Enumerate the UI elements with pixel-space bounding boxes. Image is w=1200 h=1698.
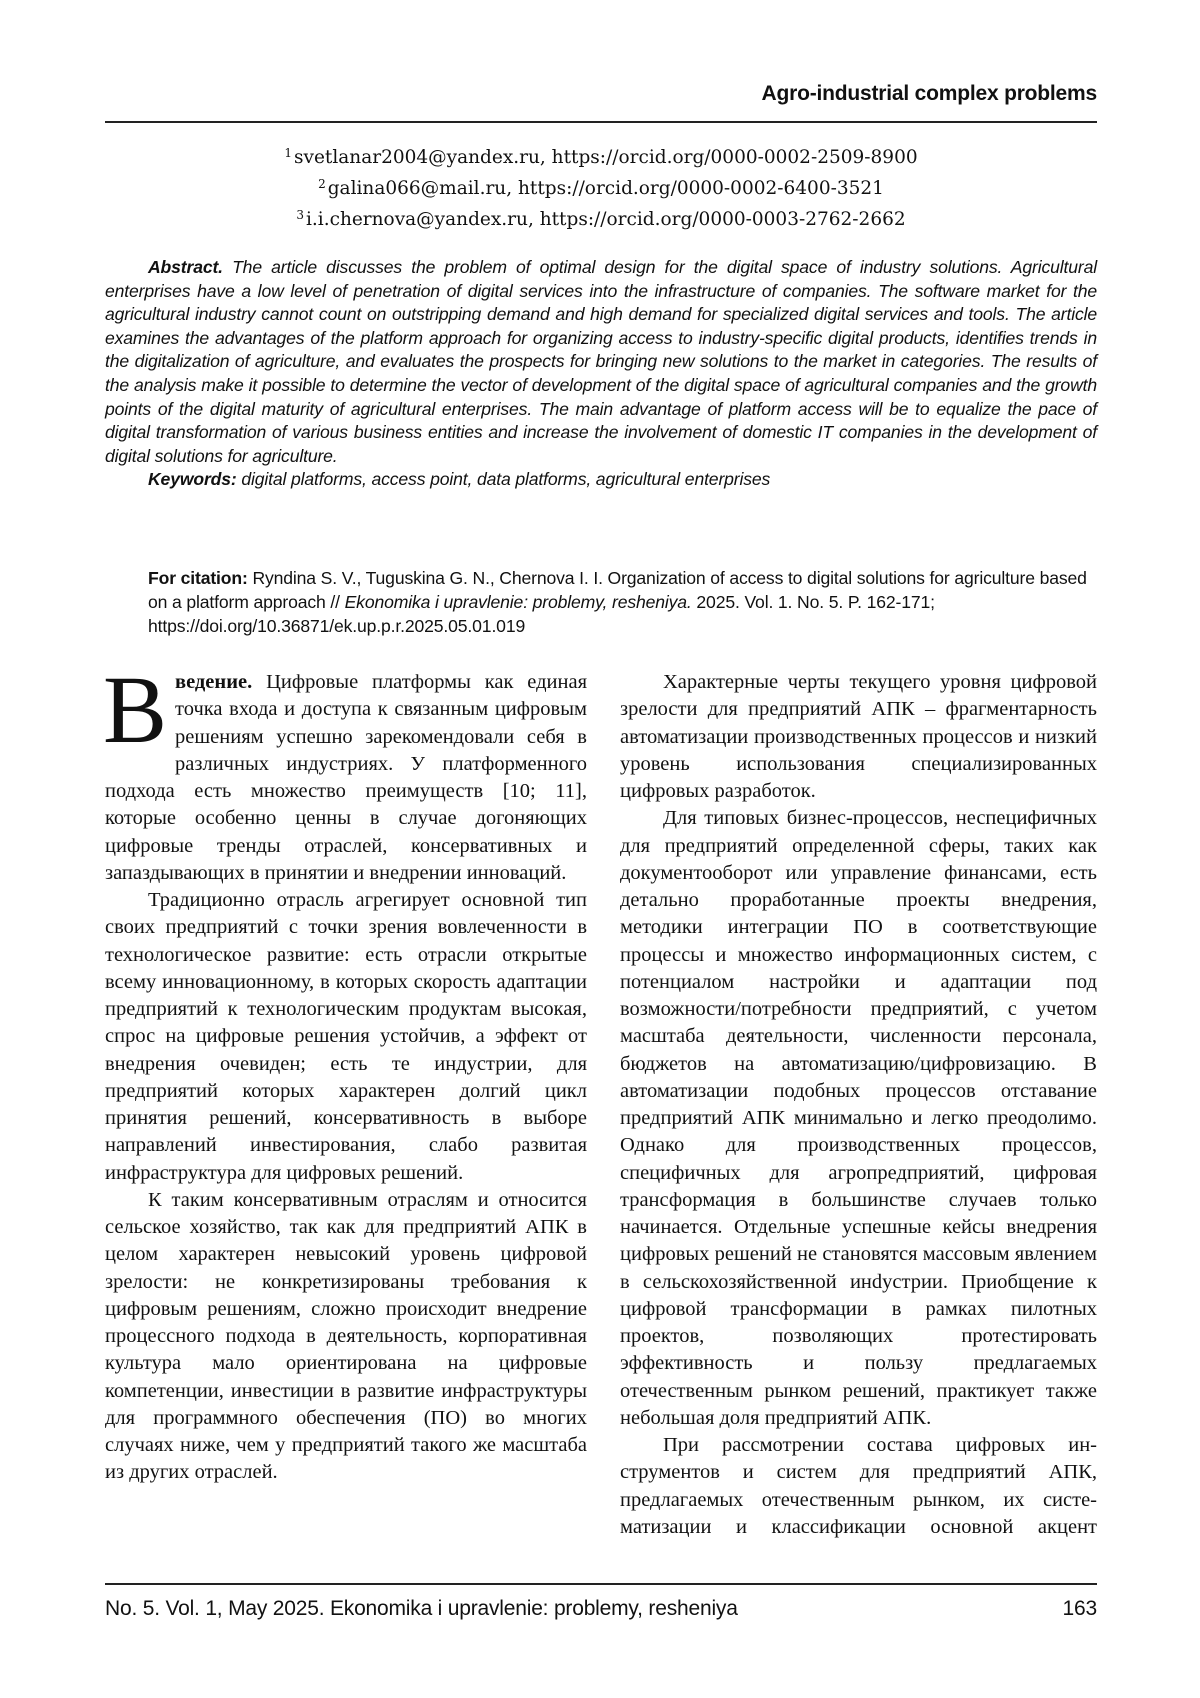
citation-journal: Ekonomika i upravlenie: problemy, resheniya. <box>344 592 692 612</box>
author-contact-text[interactable]: i.i.chernova@yandex.ru, https://orcid.org/0000-0003-2762-2662 <box>305 209 906 230</box>
body-paragraph: Введение. Цифровые платформы как единая точка входа и доступа к связанным цифровым решениям успешно зарекомендовали себя в различных индустриях. У платформенного подхода есть множество преимуществ [10; 11], которые особенно ценны в случае догоняющих цифровые тренды отраслей, консервативных и запаздывающих в принятии и внедрении инноваций. <box>103 656 587 884</box>
page-number: 163 <box>1062 1597 1097 1620</box>
author-contact-text[interactable]: svetlanar2004@yandex.ru, https://orcid.org/0000-0002-2509-8900 <box>294 147 918 168</box>
body-paragraph: К таким консервативным отраслям и относится сельское хозяйство, так как для предприятий АПК в целом характерен невысокий уровень цифровой зрелости: не конкретизированы требования к цифровым решениям, сложно происходит внедрение процессного подхода в деятельность, корпоративная культура мало ориентирована на цифровые компетенции, инвестиции в развитие инфраструктуры для программного обеспечения (ПО) во многих случаях ниже, чем у предприятий такого же масштаба из других отраслей. <box>105 1188 587 1484</box>
body-paragraph: Характерные черты текущего уровня цифровой зрелости для предприятий АПК – фрагментарность автоматизации производственных процессов и низкий уровень использования специализированных цифровых разработок. <box>620 671 1097 802</box>
footer-rule <box>105 1583 1097 1585</box>
keywords-paragraph <box>105 468 1097 492</box>
author-contact-2: $^2$ galina066@mail.ru, https://orcid.org/0000-0002-6400-3521 <box>318 177 884 199</box>
body-paragraph: При рассмотрении состава цифровых инструментов и систем для предприятий АПК, предлагаемых отечественным рынком, их систематизации и классификации основной акцент <box>620 1434 1097 1538</box>
citation-block <box>148 566 1097 638</box>
header-rule <box>105 121 1097 123</box>
author-contacts <box>105 140 1097 233</box>
abstract-block <box>105 256 1097 492</box>
author-contact-3: $^3$ i.i.chernova@yandex.ru, https://orcid.org/0000-0003-2762-2662 <box>296 208 906 230</box>
drop-cap: В <box>103 656 168 763</box>
keywords-text: digital platforms, access point, data platforms, agricultural enterprises <box>236 469 771 490</box>
abstract-label: Abstract. <box>148 257 223 277</box>
body-column-left <box>103 656 587 1487</box>
abstract-paragraph <box>105 256 1097 468</box>
body-column-right <box>620 669 1097 1541</box>
author-contact-text[interactable]: galina066@mail.ru, https://orcid.org/0000-0002-6400-3521 <box>327 178 884 199</box>
keywords-label: Keywords: <box>148 469 237 490</box>
abstract-text: The article discusses the problem of optimal design for the digital space of industry solutions. Agricultural enterprises have a low level of penetration of digital services into the infrastructure of companies. The software market for the agricultural industry cannot count on outstripping demand and high demand for specialized digital services and tools. The article examines the advantages of the platform approach for organizing access to industry-specific digital products, identifies trends in the digitalization of agriculture, and evaluates the prospects for bringing new solutions to the market in categories. The results of the analysis make it possible to determine the vector of development of the digital space of agricultural companies and the growth points of the digital maturity of agricultural enterprises. The main advantage of platform access will be to equalize the pace of digital transformation of various business entities and increase the involvement of domestic IT companies in the development of digital solutions for agriculture. <box>105 257 1097 466</box>
section-lead: ведение. <box>175 671 253 693</box>
citation-label: For citation: <box>148 568 248 588</box>
footer-journal-line: No. 5. Vol. 1, May 2025. Ekonomika i upravlenie: problemy, resheniya <box>105 1597 738 1620</box>
page-footer <box>105 1597 1097 1621</box>
body-paragraph: Для типовых бизнес-процессов, неспецифичных для предприятий определенной сферы, таких как документооборот или управление финансами, есть детально проработанные проекты внедрения, методики интеграции ПО в соответствующие процессы и множество информационных систем, с потенциалом настройки и адаптации под возможности/потребности предприятий, с учетом масштаба деятельности, численности персонала, бюджетов на автоматизацию/цифровизацию. В автоматизации подобных процессов отставание предприятий АПК минимально и легко преодолимо. Однако для производственных процессов, специфичных для агропредприятий, цифровая трансформация в большинстве случаев только начинается. Отдельные успешные кейсы внедрения цифровых решений не становятся массовым явлением в сельскохозяйственной инdустрии. Приобщение к цифровой трансформации в рамках пилотных проектов, позволяющих протестировать эффективность и пользу предлагаемых отечественным рынком решений, практикует также небольшая доля предприятий АПК. <box>620 807 1097 1429</box>
citation-authors-title: Ryndina S. V., Tuguskina G. N., Chernova I. I. Organization of access to digital solutions for agriculture based on a platform approach // <box>148 568 1087 612</box>
citation-details[interactable]: 2025. Vol. 1. No. 5. P. 162-171; https://doi.org/10.36871/ek.up.p.r.2025.05.01.019 <box>148 592 935 636</box>
author-contact-1: $^1$ svetlanar2004@yandex.ru, https://orcid.org/0000-0002-2509-8900 <box>284 146 918 168</box>
running-head: Agro-industrial complex problems <box>761 82 1097 105</box>
body-paragraph: Традиционно отрасль агрегирует основной тип своих предприятий с точки зрения вовлеченности в технологическое развитие: есть отрасли открытые всему инновационному, в которых скорость адаптации предприятий к технологическим продуктам высокая, спрос на цифровые решения устойчив, а эффект от внедрения очевиден; есть те индустрии, для предприятий которых характерен долгий цикл принятия решений, консервативность в выборе направлений инвестирования, слабо развитая инфраструктура для цифровых решений. <box>105 889 587 1184</box>
